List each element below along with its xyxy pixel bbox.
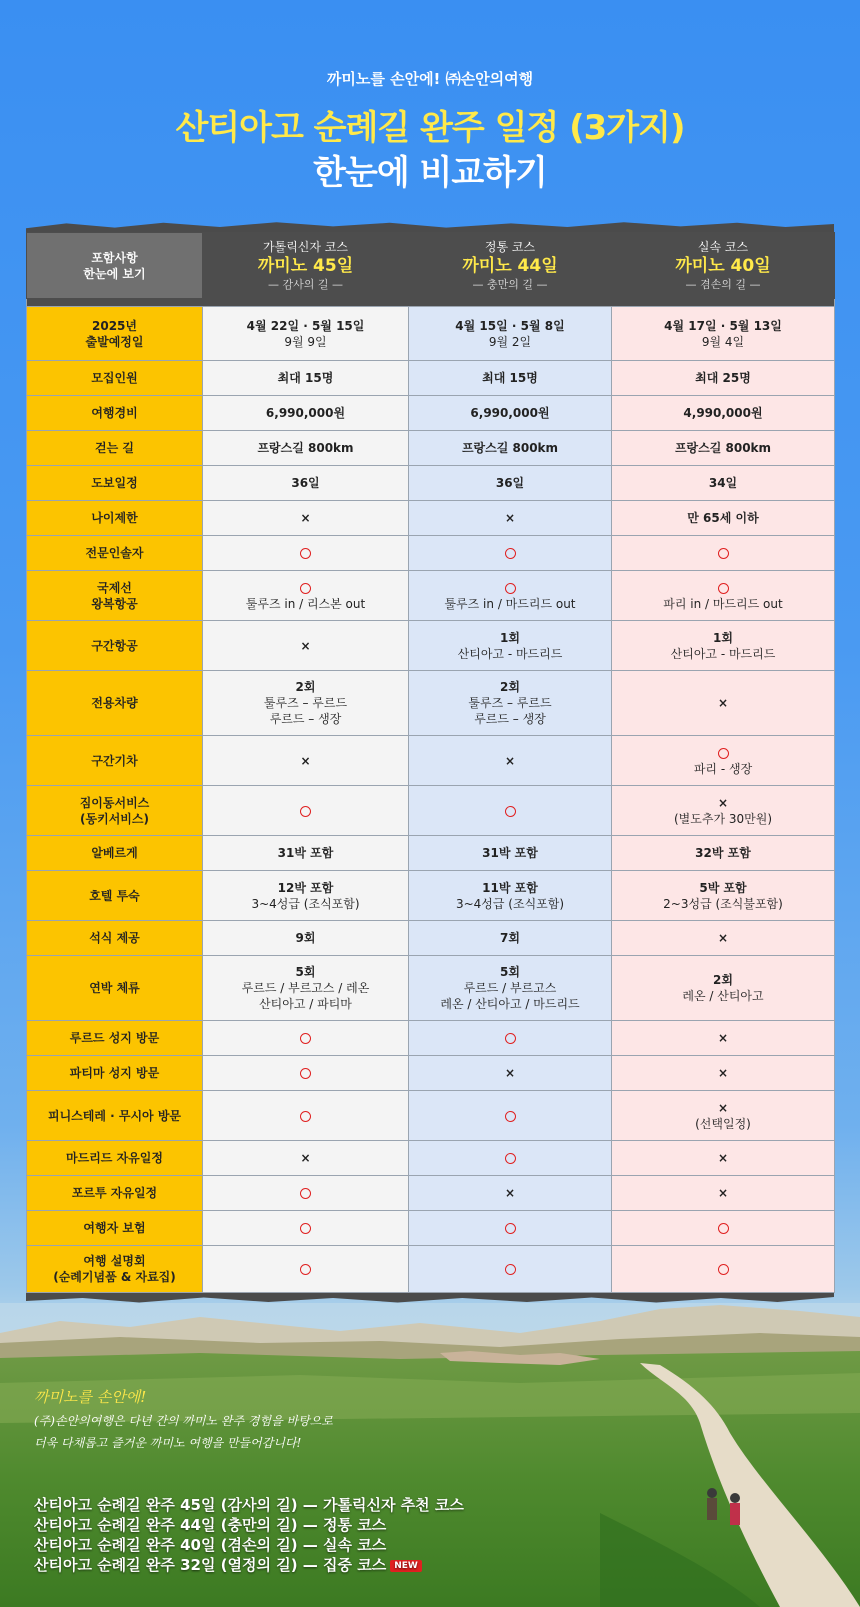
circle-icon bbox=[300, 548, 311, 559]
course-line: 산티아고 순례길 완주 44일 (충만의 길) — 정통 코스 bbox=[34, 1516, 387, 1534]
cell-text: 루르드 / 부르고스 / 레온 bbox=[241, 981, 370, 995]
row-label bbox=[27, 571, 203, 621]
table-row bbox=[27, 671, 835, 736]
cell-text: 6,990,000원 bbox=[470, 406, 550, 420]
row-label bbox=[27, 671, 203, 736]
comparison-table bbox=[26, 232, 835, 1293]
course-name: 까미노 40일 bbox=[675, 255, 771, 276]
table-cell bbox=[203, 1246, 409, 1293]
cell-text: 프랑스길 800km bbox=[461, 441, 559, 455]
table-row bbox=[27, 871, 835, 921]
table-cell bbox=[612, 1211, 835, 1246]
cell-text: 루르드 / 부르고스 bbox=[463, 981, 557, 995]
row-label bbox=[27, 361, 203, 396]
cell-text: 9월 4일 bbox=[701, 334, 745, 349]
included-circle-icon bbox=[612, 1220, 834, 1236]
row-label bbox=[27, 921, 203, 956]
cell-text: 11박 포함 bbox=[482, 880, 538, 895]
cell-text: 9월 9일 bbox=[284, 334, 327, 349]
table-cell bbox=[203, 1091, 409, 1141]
circle-icon bbox=[300, 1068, 311, 1079]
row-label bbox=[27, 871, 203, 921]
table-cell bbox=[612, 1056, 835, 1091]
row-label-line: 2025년 bbox=[92, 318, 137, 333]
row-label-line: 연박 체류 bbox=[89, 981, 140, 995]
row-label-line: 루르드 성지 방문 bbox=[69, 1031, 160, 1045]
table-cell bbox=[203, 1141, 409, 1176]
cell-text: 4,990,000원 bbox=[683, 406, 763, 420]
table-cell bbox=[203, 736, 409, 786]
excluded-x-icon: × bbox=[504, 1066, 516, 1080]
row-label-line: (동키서비스) bbox=[80, 811, 149, 826]
table-cell bbox=[612, 466, 835, 501]
row-label-line: 포르투 자유일정 bbox=[71, 1186, 158, 1200]
row-label-line: 여행 설명회 bbox=[83, 1254, 146, 1268]
table-cell bbox=[409, 1176, 612, 1211]
table-cell bbox=[203, 571, 409, 621]
header-separator bbox=[27, 299, 835, 307]
course-name: 까미노 44일 bbox=[462, 255, 558, 276]
table-row bbox=[27, 736, 835, 786]
included-circle-icon bbox=[409, 1108, 611, 1124]
row-label bbox=[27, 1246, 203, 1293]
cell-text: 4월 22일 · 5월 15일 bbox=[246, 318, 365, 333]
table-row bbox=[27, 621, 835, 671]
row-label-line: 걷는 길 bbox=[95, 441, 134, 455]
cell-text: 31박 포함 bbox=[277, 846, 334, 860]
table-cell bbox=[203, 501, 409, 536]
header bbox=[0, 0, 860, 225]
table-cell bbox=[612, 361, 835, 396]
handwritten-line: 더욱 다채롭고 즐거운 까미노 여행을 만들어갑니다! bbox=[34, 1436, 302, 1450]
excluded-x-icon: × bbox=[717, 1100, 729, 1115]
table-cell bbox=[203, 307, 409, 361]
cell-text: 4월 15일 · 5월 8일 bbox=[455, 318, 565, 333]
row-label-line: 출발예정일 bbox=[85, 334, 144, 349]
row-label-line: 왕복항공 bbox=[91, 596, 138, 611]
table-cell bbox=[612, 921, 835, 956]
cell-text: 최대 15명 bbox=[277, 371, 334, 385]
excluded-x-icon: × bbox=[717, 795, 729, 810]
table-cell bbox=[203, 871, 409, 921]
row-label-line: 알베르게 bbox=[91, 846, 138, 860]
cell-text: 툴루즈 – 루르드 bbox=[468, 696, 552, 710]
table-cell bbox=[409, 871, 612, 921]
corner-line: 포함사항 bbox=[91, 250, 138, 265]
cell-text: 파리 - 생장 bbox=[693, 761, 753, 776]
included-circle-icon bbox=[409, 545, 611, 561]
table-cell bbox=[409, 466, 612, 501]
table-cell bbox=[612, 536, 835, 571]
row-label bbox=[27, 836, 203, 871]
table-row bbox=[27, 836, 835, 871]
course-type: 실속 코스 bbox=[697, 239, 749, 254]
table-row bbox=[27, 956, 835, 1021]
table-cell bbox=[203, 836, 409, 871]
column-header-course-40 bbox=[612, 233, 835, 299]
table-cell bbox=[612, 1091, 835, 1141]
course-type: 가톨릭신자 코스 bbox=[263, 239, 348, 254]
included-circle-icon bbox=[612, 1261, 834, 1277]
table-cell bbox=[409, 786, 612, 836]
cell-text: 레온 / 산티아고 / 마드리드 bbox=[440, 997, 580, 1011]
cell-text: 파리 in / 마드리드 out bbox=[663, 596, 783, 611]
circle-icon bbox=[718, 583, 729, 594]
table-cell bbox=[409, 396, 612, 431]
row-label bbox=[27, 431, 203, 466]
table-cell bbox=[409, 536, 612, 571]
cell-text: 레온 / 산티아고 bbox=[682, 989, 764, 1003]
circle-icon bbox=[300, 1111, 311, 1122]
circle-icon bbox=[505, 1264, 516, 1275]
handwritten-slogan: 까미노를 손안에! bbox=[34, 1388, 147, 1406]
table-cell bbox=[612, 786, 835, 836]
included-circle-icon bbox=[203, 1261, 408, 1277]
row-label-line: 전문인솔자 bbox=[85, 546, 144, 560]
course-line-text: 산티아고 순례길 완주 32일 (열정의 길) — 집중 코스 bbox=[34, 1556, 387, 1574]
cell-text: (별도추가 30만원) bbox=[674, 811, 772, 826]
table-cell bbox=[203, 956, 409, 1021]
table-row bbox=[27, 501, 835, 536]
row-label-line: 호텔 투숙 bbox=[89, 888, 140, 903]
included-circle-icon bbox=[612, 745, 834, 761]
circle-icon bbox=[505, 1153, 516, 1164]
table-row bbox=[27, 786, 835, 836]
cell-text: 2회 bbox=[713, 973, 733, 987]
table-header-row bbox=[27, 233, 835, 299]
circle-icon bbox=[300, 583, 311, 594]
row-label-line: 짐이동서비스 bbox=[79, 795, 150, 810]
cell-text: 31박 포함 bbox=[482, 846, 538, 860]
corner-header bbox=[27, 233, 203, 299]
table-row bbox=[27, 921, 835, 956]
table-cell bbox=[612, 871, 835, 921]
circle-icon bbox=[300, 1223, 311, 1234]
row-label-line: 파티마 성지 방문 bbox=[69, 1066, 160, 1080]
course-path: — 겸손의 길 — bbox=[685, 277, 761, 291]
row-label-line: 도보일정 bbox=[91, 476, 138, 490]
included-circle-icon bbox=[203, 803, 408, 819]
course-line: 산티아고 순례길 완주 45일 (감사의 길) — 가톨릭신자 추천 코스 bbox=[34, 1496, 464, 1514]
excluded-x-icon: × bbox=[300, 1151, 311, 1165]
table-cell bbox=[612, 736, 835, 786]
table-cell bbox=[612, 1021, 835, 1056]
cell-text: 9회 bbox=[295, 931, 316, 945]
cell-text: (선택일정) bbox=[695, 1116, 751, 1131]
cell-text: 32박 포함 bbox=[695, 846, 751, 860]
table-cell bbox=[409, 361, 612, 396]
table-row bbox=[27, 1246, 835, 1293]
table-cell bbox=[409, 1021, 612, 1056]
row-label-line: (순례기념품 & 자료집) bbox=[53, 1270, 176, 1284]
excluded-x-icon: × bbox=[717, 1151, 729, 1165]
excluded-x-icon: × bbox=[717, 1066, 729, 1080]
course-path: — 충만의 길 — bbox=[472, 277, 548, 291]
row-label bbox=[27, 396, 203, 431]
course-name: 까미노 45일 bbox=[257, 255, 354, 276]
table-cell bbox=[612, 1176, 835, 1211]
cell-text: 1회 bbox=[500, 630, 520, 645]
table-row bbox=[27, 1091, 835, 1141]
circle-icon bbox=[718, 1264, 729, 1275]
cell-text: 최대 25명 bbox=[695, 371, 751, 385]
excluded-x-icon: × bbox=[717, 1031, 729, 1045]
excluded-x-icon: × bbox=[504, 1186, 516, 1200]
circle-icon bbox=[718, 548, 729, 559]
table-cell bbox=[409, 571, 612, 621]
cell-text: 2~3성급 (조식불포함) bbox=[663, 896, 783, 911]
table-row bbox=[27, 307, 835, 361]
cell-text: 7회 bbox=[500, 931, 520, 945]
table-cell bbox=[409, 621, 612, 671]
row-label bbox=[27, 466, 203, 501]
cell-text: 34일 bbox=[708, 476, 738, 490]
corner-line: 한눈에 보기 bbox=[83, 266, 146, 281]
row-label bbox=[27, 1091, 203, 1141]
course-type: 정통 코스 bbox=[484, 239, 536, 254]
circle-icon bbox=[505, 583, 516, 594]
table-cell bbox=[612, 431, 835, 466]
cell-text: 3~4성급 (조식포함) bbox=[251, 896, 360, 911]
table-cell bbox=[203, 536, 409, 571]
excluded-x-icon: × bbox=[717, 696, 729, 710]
table-cell bbox=[612, 621, 835, 671]
page-title: 산티아고 순례길 완주 일정 (3가지) bbox=[175, 108, 685, 148]
table-cell bbox=[612, 1141, 835, 1176]
included-circle-icon bbox=[203, 1220, 408, 1236]
row-label-line: 구간기차 bbox=[91, 753, 138, 768]
row-label bbox=[27, 1056, 203, 1091]
excluded-x-icon: × bbox=[717, 931, 729, 945]
column-header-course-44 bbox=[409, 233, 612, 299]
circle-icon bbox=[300, 1264, 311, 1275]
cell-text: 4월 17일 · 5월 13일 bbox=[664, 318, 782, 333]
included-circle-icon bbox=[409, 1030, 611, 1046]
table-cell bbox=[203, 396, 409, 431]
table-cell bbox=[409, 307, 612, 361]
row-label-line: 마드리드 자유일정 bbox=[66, 1151, 163, 1165]
row-label bbox=[27, 1176, 203, 1211]
row-label bbox=[27, 1141, 203, 1176]
row-label bbox=[27, 536, 203, 571]
cell-text: 12박 포함 bbox=[277, 880, 334, 895]
table-row bbox=[27, 1176, 835, 1211]
row-label bbox=[27, 501, 203, 536]
excluded-x-icon: × bbox=[504, 753, 516, 768]
table-cell bbox=[409, 501, 612, 536]
included-circle-icon bbox=[409, 803, 611, 819]
cell-text: 산티아고 - 마드리드 bbox=[670, 646, 776, 661]
cell-text: 프랑스길 800km bbox=[674, 441, 772, 455]
table-row bbox=[27, 431, 835, 466]
included-circle-icon bbox=[203, 1065, 408, 1081]
table-cell bbox=[203, 361, 409, 396]
circle-icon bbox=[718, 1223, 729, 1234]
table-cell bbox=[409, 1091, 612, 1141]
cell-text: 툴루즈 in / 마드리드 out bbox=[444, 596, 576, 611]
row-label-line: 여행경비 bbox=[91, 406, 138, 420]
row-label bbox=[27, 786, 203, 836]
included-circle-icon bbox=[409, 580, 611, 596]
table-body bbox=[27, 307, 835, 1293]
row-label-line: 여행자 보험 bbox=[83, 1221, 146, 1235]
cell-text: 5회 bbox=[500, 965, 520, 979]
cell-text: 36일 bbox=[495, 476, 525, 490]
table-row bbox=[27, 396, 835, 431]
table-cell bbox=[409, 921, 612, 956]
included-circle-icon bbox=[612, 545, 834, 561]
cell-text: 36일 bbox=[291, 476, 320, 490]
included-circle-icon bbox=[612, 580, 834, 596]
table-cell bbox=[203, 1021, 409, 1056]
included-circle-icon bbox=[203, 1030, 408, 1046]
cell-text: 6,990,000원 bbox=[265, 406, 346, 420]
handwritten-line: (주)손안의여행은 다년 간의 까미노 완주 경험을 바탕으로 bbox=[34, 1414, 333, 1428]
table-row bbox=[27, 361, 835, 396]
table-cell bbox=[203, 431, 409, 466]
table-cell bbox=[409, 736, 612, 786]
excluded-x-icon: × bbox=[504, 511, 516, 525]
included-circle-icon bbox=[409, 1220, 611, 1236]
cell-text: 툴루즈 in / 리스본 out bbox=[245, 596, 366, 611]
table-row bbox=[27, 1021, 835, 1056]
course-line: 산티아고 순례길 완주 40일 (겸손의 길) — 실속 코스 bbox=[34, 1536, 387, 1554]
table-cell bbox=[203, 1176, 409, 1211]
table-cell bbox=[612, 396, 835, 431]
cell-text: 최대 15명 bbox=[482, 371, 538, 385]
table-row bbox=[27, 571, 835, 621]
cell-text: 루르드 – 생장 bbox=[474, 712, 546, 726]
torn-edge-bottom bbox=[26, 1293, 834, 1303]
cell-text: 산티아고 / 파티마 bbox=[259, 997, 352, 1011]
table-cell bbox=[203, 1211, 409, 1246]
excluded-x-icon: × bbox=[717, 1186, 729, 1200]
table-row bbox=[27, 536, 835, 571]
included-circle-icon bbox=[203, 1108, 408, 1124]
row-label-line: 전용차량 bbox=[91, 696, 138, 710]
circle-icon bbox=[505, 548, 516, 559]
table-cell bbox=[612, 307, 835, 361]
cell-text: 툴루즈 – 루르드 bbox=[263, 696, 348, 710]
cell-text: 만 65세 이하 bbox=[687, 511, 759, 525]
cell-text: 1회 bbox=[713, 630, 733, 645]
row-label bbox=[27, 307, 203, 361]
table-row bbox=[27, 1141, 835, 1176]
cell-text: 프랑스길 800km bbox=[257, 441, 354, 455]
table-cell bbox=[409, 1141, 612, 1176]
circle-icon bbox=[300, 1188, 311, 1199]
row-label bbox=[27, 621, 203, 671]
excluded-x-icon: × bbox=[300, 511, 311, 525]
circle-icon bbox=[505, 806, 516, 817]
row-label-line: 구간항공 bbox=[91, 638, 138, 653]
table-cell bbox=[612, 671, 835, 736]
table-cell bbox=[203, 466, 409, 501]
cell-text: 5박 포함 bbox=[699, 880, 747, 895]
excluded-x-icon: × bbox=[300, 638, 311, 653]
table-cell bbox=[612, 571, 835, 621]
column-header-course-45 bbox=[203, 233, 409, 299]
table-cell bbox=[203, 621, 409, 671]
row-label bbox=[27, 1211, 203, 1246]
course-line-new bbox=[34, 1554, 422, 1575]
cell-text: 3~4성급 (조식포함) bbox=[455, 896, 565, 911]
table-cell bbox=[203, 786, 409, 836]
table-row bbox=[27, 1056, 835, 1091]
table-cell bbox=[203, 1056, 409, 1091]
cell-text: 산티아고 - 마드리드 bbox=[457, 646, 563, 661]
included-circle-icon bbox=[409, 1261, 611, 1277]
row-label bbox=[27, 736, 203, 786]
row-label-line: 모집인원 bbox=[91, 371, 138, 385]
table-cell bbox=[409, 1246, 612, 1293]
circle-icon bbox=[505, 1223, 516, 1234]
table-row bbox=[27, 466, 835, 501]
brand-line: 까미노를 손안에! ㈜손안의여행 bbox=[326, 70, 534, 88]
table-cell bbox=[409, 956, 612, 1021]
course-path: — 감사의 길 — bbox=[268, 277, 343, 291]
included-circle-icon bbox=[203, 545, 408, 561]
new-badge: NEW bbox=[390, 1560, 422, 1572]
table-cell bbox=[409, 1056, 612, 1091]
row-label-line: 국제선 bbox=[97, 580, 132, 595]
circle-icon bbox=[505, 1033, 516, 1044]
table-cell bbox=[409, 1211, 612, 1246]
cell-text: 2회 bbox=[295, 680, 316, 694]
circle-icon bbox=[505, 1111, 516, 1122]
table-cell bbox=[203, 671, 409, 736]
table-cell bbox=[612, 501, 835, 536]
table-cell bbox=[203, 921, 409, 956]
table-cell bbox=[612, 1246, 835, 1293]
table-cell bbox=[409, 671, 612, 736]
page-subtitle: 한눈에 비교하기 bbox=[313, 153, 547, 193]
table-cell bbox=[409, 431, 612, 466]
row-label-line: 피니스테레 · 무시아 방문 bbox=[47, 1108, 181, 1123]
excluded-x-icon: × bbox=[300, 753, 311, 768]
circle-icon bbox=[300, 806, 311, 817]
cell-text: 루르드 – 생장 bbox=[269, 712, 342, 726]
included-circle-icon bbox=[203, 580, 408, 596]
table-cell bbox=[409, 836, 612, 871]
row-label-line: 석식 제공 bbox=[89, 931, 140, 945]
row-label-line: 나이제한 bbox=[91, 511, 138, 525]
table-cell bbox=[612, 836, 835, 871]
row-label bbox=[27, 1021, 203, 1056]
row-label bbox=[27, 956, 203, 1021]
table-row bbox=[27, 1211, 835, 1246]
cell-text: 5회 bbox=[295, 965, 316, 979]
included-circle-icon bbox=[203, 1185, 408, 1201]
cell-text: 2회 bbox=[500, 680, 520, 694]
table-cell bbox=[612, 956, 835, 1021]
cell-text: 9월 2일 bbox=[488, 334, 532, 349]
included-circle-icon bbox=[409, 1150, 611, 1166]
circle-icon bbox=[300, 1033, 311, 1044]
circle-icon bbox=[718, 748, 729, 759]
